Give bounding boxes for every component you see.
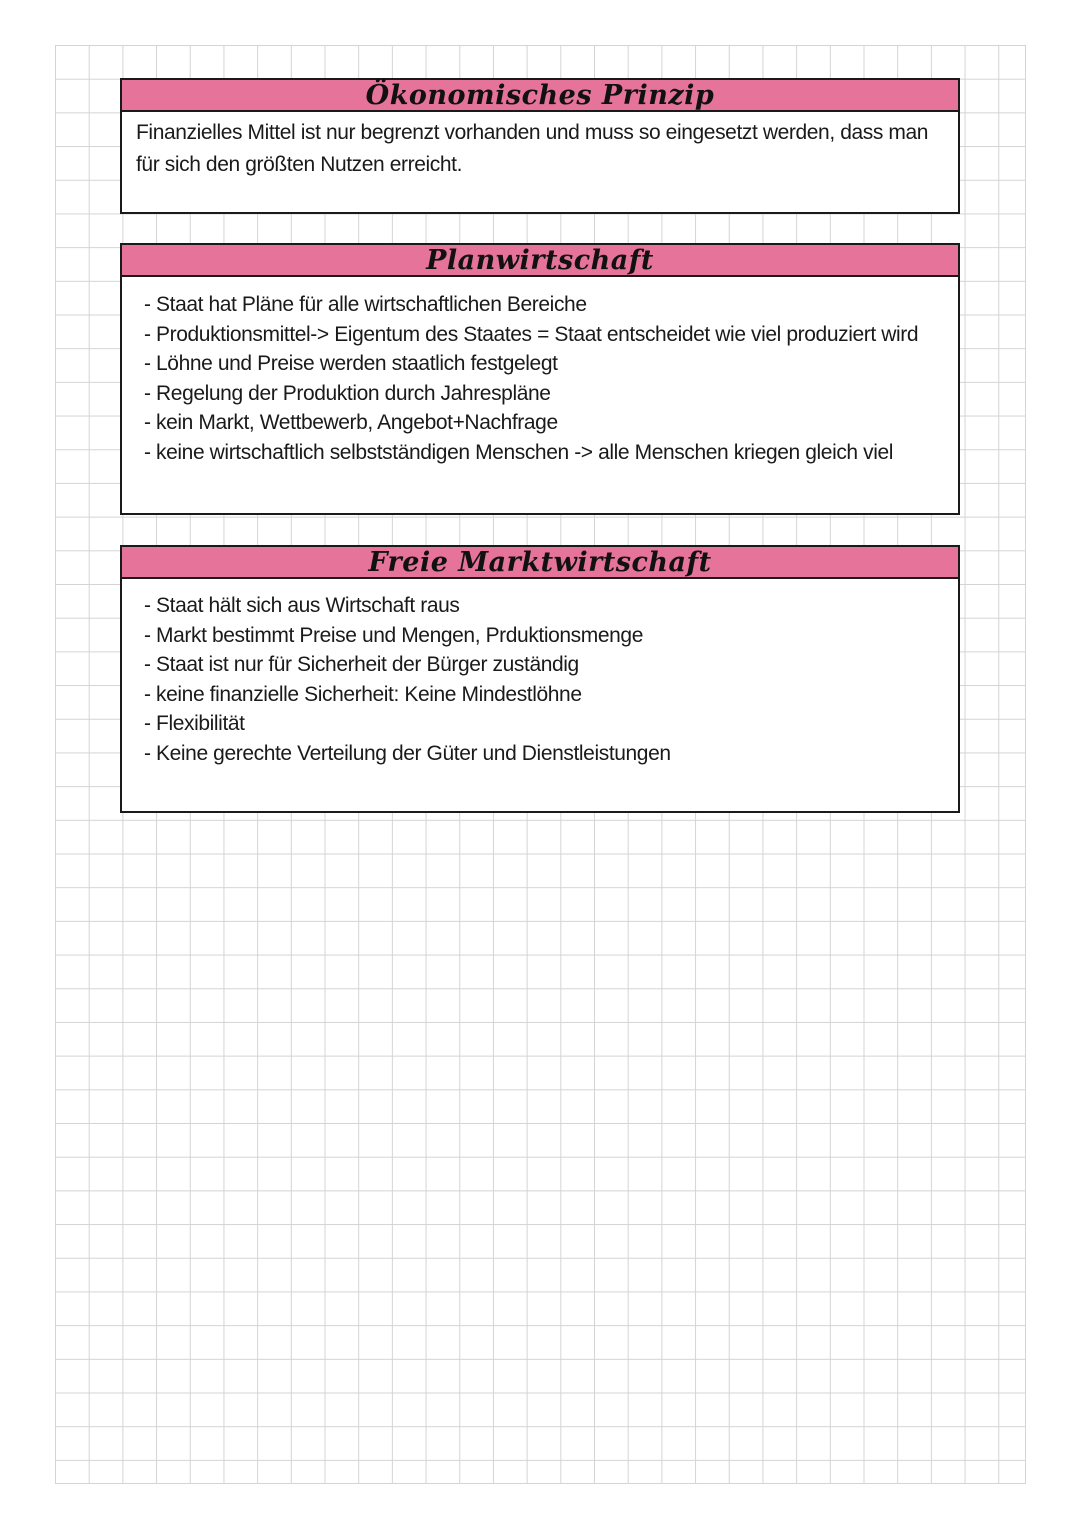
list-item: - keine wirtschaftlich selbstständigen Menschen -> alle Menschen kriegen gleich viel <box>136 438 944 468</box>
list-item: - Flexibilität <box>136 709 944 739</box>
section-title: Ökonomisches Prinzip <box>365 79 715 111</box>
bullet-list <box>136 290 944 468</box>
list-item: - Markt bestimmt Preise und Mengen, Prduktionsmenge <box>136 621 944 651</box>
definition-text: Finanzielles Mittel ist nur begrenzt vorhanden und muss so eingesetzt werden, dass man für sich den größten Nutzen erreicht. <box>136 121 929 176</box>
list-item: - Regelung der Produktion durch Jahrespläne <box>136 379 944 409</box>
section-title: Planwirtschaft <box>426 244 654 276</box>
list-item: - Löhne und Preise werden staatlich festgelegt <box>136 349 944 379</box>
section-header <box>122 80 958 112</box>
section-body <box>122 112 958 181</box>
section-header <box>122 547 958 579</box>
section-planwirtschaft <box>120 243 960 515</box>
section-oekonomisches-prinzip <box>120 78 960 214</box>
section-body <box>122 277 958 468</box>
list-item: - keine finanzielle Sicherheit: Keine Mindestlöhne <box>136 680 944 710</box>
section-freie-marktwirtschaft <box>120 545 960 813</box>
list-item: - kein Markt, Wettbewerb, Angebot+Nachfrage <box>136 408 944 438</box>
list-item: - Staat hält sich aus Wirtschaft raus <box>136 591 944 621</box>
section-header <box>122 245 958 277</box>
list-item: - Keine gerechte Verteilung der Güter und Dienstleistungen <box>136 739 944 769</box>
section-body <box>122 579 958 769</box>
list-item: - Staat hat Pläne für alle wirtschaftlichen Bereiche <box>136 290 944 320</box>
list-item: - Staat ist nur für Sicherheit der Bürger zuständig <box>136 650 944 680</box>
list-item: - Produktionsmittel-> Eigentum des Staates = Staat entscheidet wie viel produziert wird <box>136 320 944 350</box>
section-title: Freie Marktwirtschaft <box>368 546 712 578</box>
bullet-list <box>136 591 944 769</box>
